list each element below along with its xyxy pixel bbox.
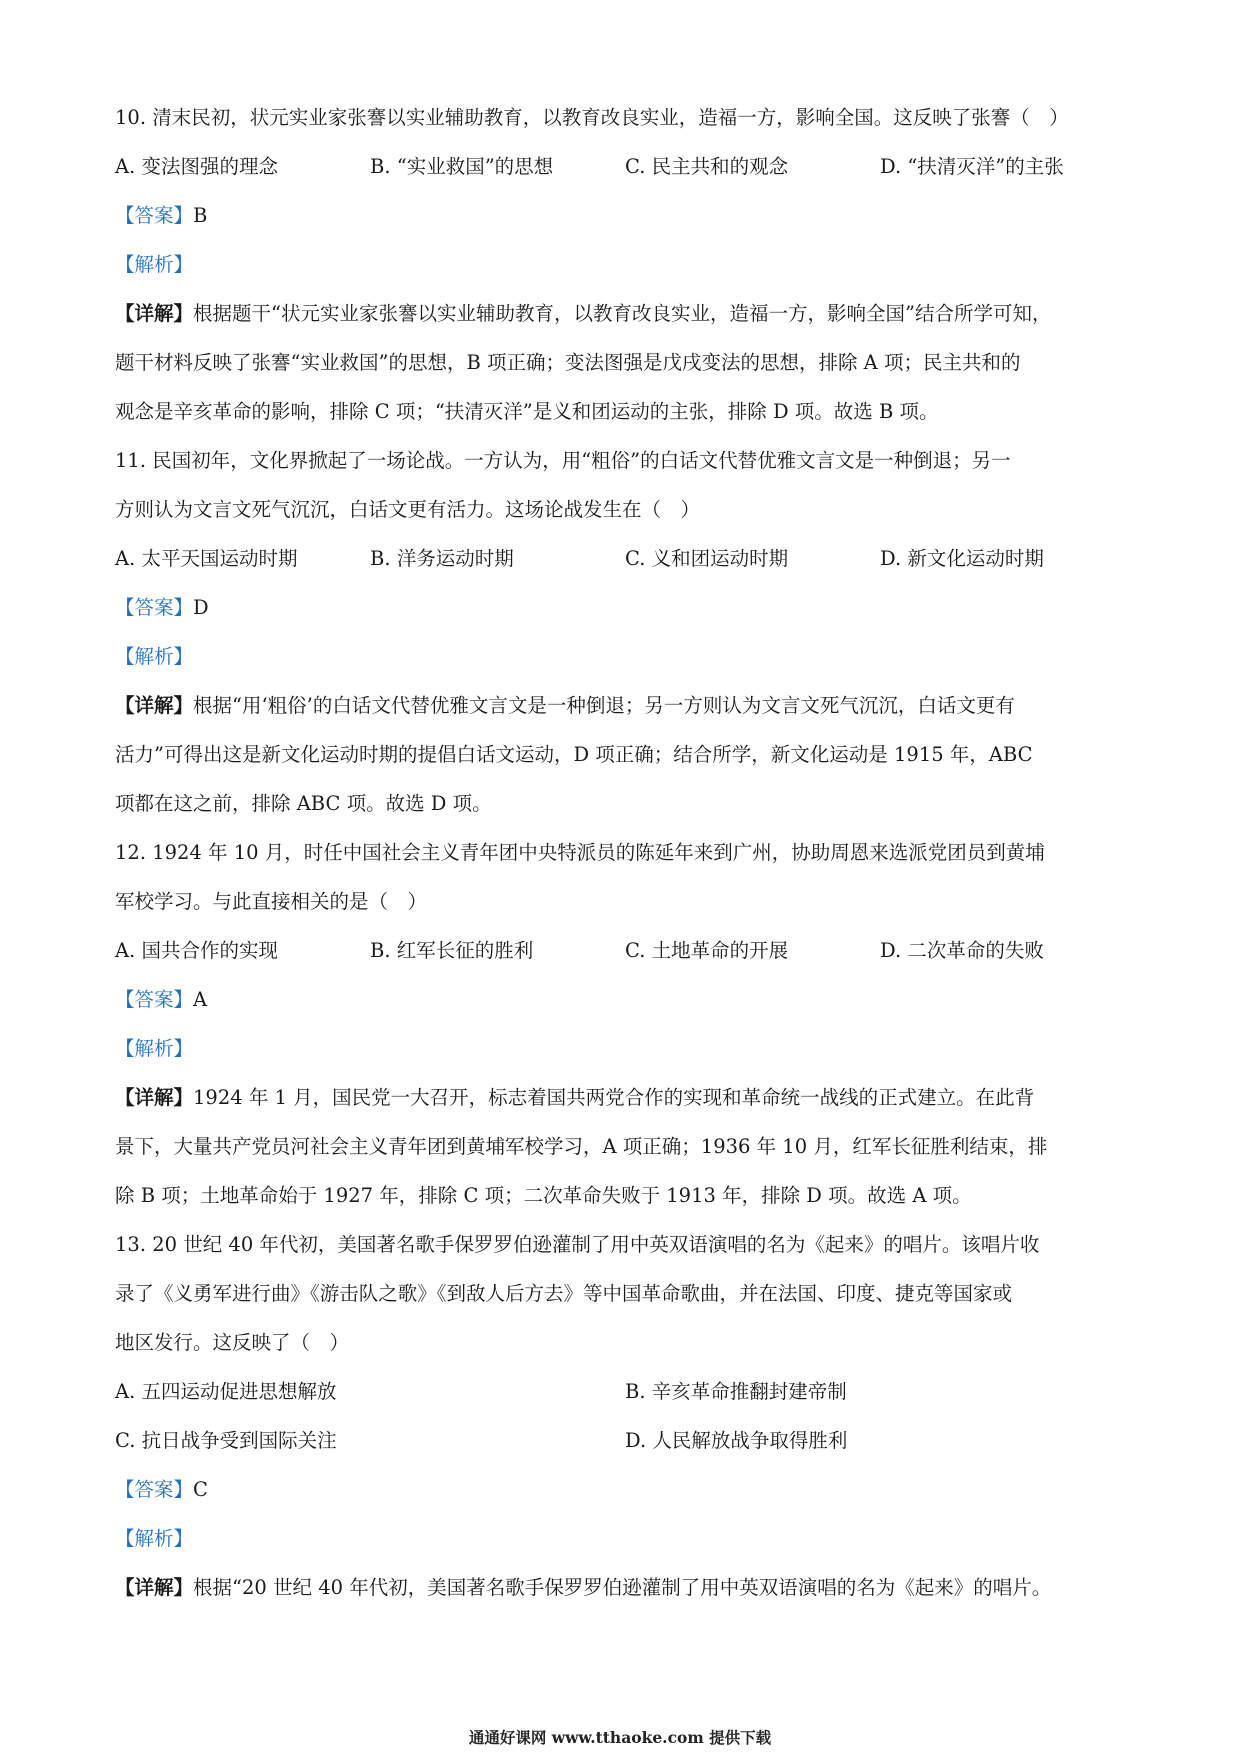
option-a: A. 五四运动促进思想解放 (115, 1380, 337, 1403)
detail-line (115, 296, 1135, 345)
option-d: D. 人民解放战争取得胜利 (625, 1429, 848, 1452)
detail-text: 根据“20 世纪 40 年代初，美国著名歌手保罗罗伯逊灌制了用中英双语演唱的名为《起来》的唱片。 (193, 1576, 1052, 1599)
page-footer: 通通好课网 www.tthaoke.com 提供下载 (468, 1728, 772, 1747)
option-b: B. 洋务运动时期 (370, 547, 514, 570)
answer-line (115, 590, 1135, 639)
analysis-line (115, 247, 1135, 296)
answer-tag: 【答案】 (115, 1478, 194, 1501)
detail-text: 根据“用‘粗俗’的白话文代替优雅文言文是一种倒退；另一方则认为文言文死气沉沉，白话文更有 (193, 694, 1015, 717)
option-d: D. “扶清灭洋”的主张 (880, 155, 1064, 178)
analysis-line (115, 1521, 1135, 1570)
analysis-tag: 【解析】 (115, 253, 194, 276)
detail-tag: 【详解】 (115, 1576, 194, 1599)
analysis-tag: 【解析】 (115, 1527, 194, 1550)
analysis-tag: 【解析】 (115, 645, 194, 668)
question-12-options (115, 933, 1135, 982)
detail-line: 除 B 项；土地革命始于 1927 年，排除 C 项；二次革命失败于 1913 年，排除 D 项。故选 A 项。 (115, 1184, 972, 1207)
option-b: B. 辛亥革命推翻封建帝制 (625, 1380, 847, 1403)
question-13-stem: 录了《义勇军进行曲》《游击队之歌》《到敌人后方去》等中国革命歌曲，并在法国、印度、捷克等国家或 (115, 1282, 1013, 1305)
analysis-line (115, 639, 1135, 688)
answer-line (115, 982, 1135, 1031)
detail-line (115, 1080, 1135, 1129)
answer-value: B (193, 204, 208, 227)
question-12-stem: 军校学习。与此直接相关的是（ ） (115, 890, 428, 913)
question-10-options (115, 149, 1135, 198)
detail-line (115, 1570, 1135, 1619)
question-11-options (115, 541, 1135, 590)
detail-line: 项都在这之前，排除 ABC 项。故选 D 项。 (115, 792, 492, 815)
detail-line (115, 688, 1135, 737)
answer-tag: 【答案】 (115, 596, 194, 619)
option-a: A. 变法图强的理念 (115, 155, 278, 178)
analysis-tag: 【解析】 (115, 1037, 194, 1060)
detail-line: 题干材料反映了张謇“实业救国”的思想，B 项正确；变法图强是戊戌变法的思想，排除 A 项；民主共和的 (115, 351, 1021, 374)
question-13-options-row (115, 1374, 1135, 1423)
option-c: C. 义和团运动时期 (625, 547, 789, 570)
option-d: D. 二次革命的失败 (880, 939, 1044, 962)
detail-line: 景下，大量共产党员河社会主义青年团到黄埔军校学习，A 项正确；1936 年 10 月，红军长征胜利结束，排 (115, 1135, 1048, 1158)
detail-text: 根据题干“状元实业家张謇以实业辅助教育，以教育改良实业，造福一方，影响全国”结合所学可知， (193, 302, 1052, 325)
answer-value: D (193, 596, 209, 619)
option-b: B. “实业救国”的思想 (370, 155, 554, 178)
question-13-stem: 13. 20 世纪 40 年代初，美国著名歌手保罗罗伯逊灌制了用中英双语演唱的名为《起来》的唱片。该唱片收 (115, 1233, 1040, 1256)
question-13-stem: 地区发行。这反映了（ ） (115, 1331, 350, 1354)
option-d: D. 新文化运动时期 (880, 547, 1044, 570)
detail-tag: 【详解】 (115, 694, 194, 717)
option-c: C. 民主共和的观念 (625, 155, 789, 178)
answer-line (115, 198, 1135, 247)
detail-line: 观念是辛亥革命的影响，排除 C 项；“扶清灭洋”是义和团运动的主张，排除 D 项。故选 B 项。 (115, 400, 939, 423)
answer-line (115, 1472, 1135, 1521)
question-10-stem: 10. 清末民初，状元实业家张謇以实业辅助教育，以教育改良实业，造福一方，影响全国。这反映了张謇（ ） (115, 106, 1069, 129)
answer-value: A (193, 988, 208, 1011)
question-12-stem: 12. 1924 年 10 月，时任中国社会主义青年团中央特派员的陈延年来到广州，协助周恩来选派党团员到黄埔 (115, 841, 1045, 864)
option-c: C. 土地革命的开展 (625, 939, 789, 962)
detail-tag: 【详解】 (115, 302, 194, 325)
answer-value: C (193, 1478, 208, 1501)
question-11-stem: 11. 民国初年，文化界掀起了一场论战。一方认为，用“粗俗”的白话文代替优雅文言文是一种倒退；另一 (115, 449, 1011, 472)
detail-line: 活力”可得出这是新文化运动时期的提倡白话文运动，D 项正确；结合所学，新文化运动是 1915 年，ABC (115, 743, 1033, 766)
detail-tag: 【详解】 (115, 1086, 194, 1109)
option-a: A. 太平天国运动时期 (115, 547, 298, 570)
document-page (115, 100, 1135, 1619)
answer-tag: 【答案】 (115, 204, 194, 227)
option-a: A. 国共合作的实现 (115, 939, 278, 962)
question-13-options-row (115, 1423, 1135, 1472)
detail-text: 1924 年 1 月，国民党一大召开，标志着国共两党合作的实现和革命统一战线的正式建立。在此背 (193, 1086, 1035, 1109)
question-11-stem: 方则认为文言文死气沉沉，白话文更有活力。这场论战发生在（ ） (115, 498, 701, 521)
option-c: C. 抗日战争受到国际关注 (115, 1429, 337, 1452)
option-b: B. 红军长征的胜利 (370, 939, 534, 962)
analysis-line (115, 1031, 1135, 1080)
answer-tag: 【答案】 (115, 988, 194, 1011)
